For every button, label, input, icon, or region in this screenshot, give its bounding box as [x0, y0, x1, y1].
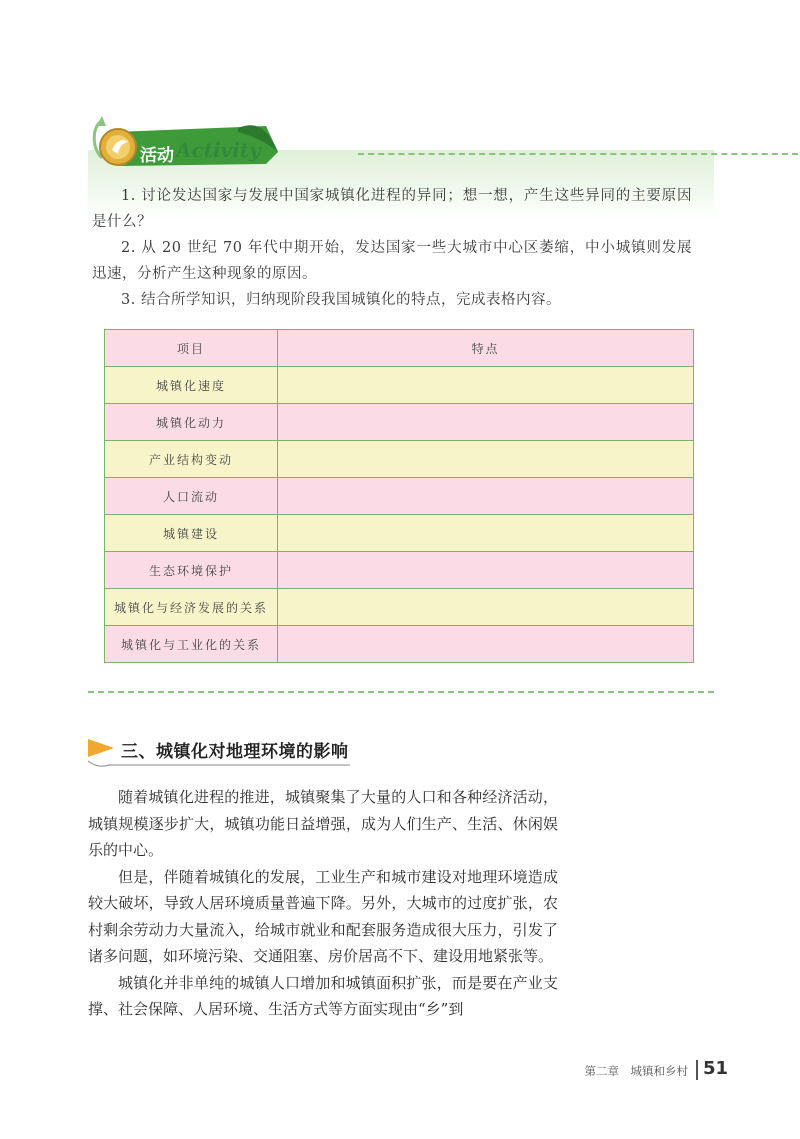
row-item-label: 城镇化动力	[105, 404, 278, 441]
section-heading	[88, 735, 428, 771]
activity-questions	[92, 183, 692, 313]
footer-divider	[696, 1060, 698, 1080]
table-row	[105, 478, 694, 515]
question-1: 1. 讨论发达国家与发展中国家城镇化进程的异同；想一想，产生这些异同的主要原因是什么？	[92, 188, 692, 230]
row-feature-cell	[278, 552, 694, 589]
row-item-label: 城镇化与经济发展的关系	[105, 589, 278, 626]
row-item-label: 城镇建设	[105, 515, 278, 552]
row-item-label: 生态环境保护	[105, 552, 278, 589]
urbanization-feature-table	[104, 329, 694, 663]
row-feature-cell	[278, 404, 694, 441]
table-row	[105, 552, 694, 589]
row-item-label: 城镇化与工业化的关系	[105, 626, 278, 663]
column-header-item: 项目	[105, 330, 278, 367]
triangle-arrow-icon	[88, 739, 114, 757]
activity-header	[88, 112, 714, 172]
row-feature-cell	[278, 478, 694, 515]
row-item-label: 人口流动	[105, 478, 278, 515]
section-underline	[88, 759, 358, 769]
page-footer	[570, 1058, 740, 1082]
activity-label-en: Activity	[176, 138, 261, 162]
table-row	[105, 367, 694, 404]
section-body	[88, 784, 558, 1023]
table-header-row	[105, 330, 694, 367]
row-item-label: 城镇化速度	[105, 367, 278, 404]
page-number: 51	[702, 1058, 728, 1079]
chapter-label: 第二章 城镇和乡村	[584, 1064, 688, 1078]
row-feature-cell	[278, 589, 694, 626]
table-row	[105, 515, 694, 552]
activity-end-divider	[88, 691, 714, 693]
section-title: 三、城镇化对地理环境的影响	[121, 742, 349, 762]
activity-label-cn: 活动	[140, 146, 174, 166]
column-header-feature: 特点	[278, 330, 694, 367]
table-row	[105, 589, 694, 626]
row-feature-cell	[278, 367, 694, 404]
table-row	[105, 441, 694, 478]
table-row	[105, 626, 694, 663]
paragraph: 城镇化并非单纯的城镇人口增加和城镇面积扩张，而是要在产业支撑、社会保障、人居环境、生活方式等方面实现由“乡”到	[88, 973, 558, 1018]
row-feature-cell	[278, 515, 694, 552]
row-feature-cell	[278, 626, 694, 663]
question-2: 2. 从 20 世纪 70 年代中期开始，发达国家一些大城市中心区萎缩，中小城镇则发展迅速，分析产生这种现象的原因。	[92, 240, 692, 282]
table-row	[105, 404, 694, 441]
paragraph: 但是，伴随着城镇化的发展，工业生产和城市建设对地理环境造成较大破坏，导致人居环境质量普遍下降。另外，大城市的过度扩张，农村剩余劳动力大量流入，给城市就业和配套服务造成很大压力，引发了诸多问题，如环境污染、交通阻塞、房价居高不下、建设用地紧张等。	[88, 867, 558, 965]
question-3: 3. 结合所学知识，归纳现阶段我国城镇化的特点，完成表格内容。	[121, 292, 561, 308]
activity-divider	[358, 153, 798, 155]
row-feature-cell	[278, 441, 694, 478]
row-item-label: 产业结构变动	[105, 441, 278, 478]
paragraph: 随着城镇化进程的推进，城镇聚集了大量的人口和各种经济活动，城镇规模逐步扩大，城镇功能日益增强，成为人们生产、生活、休闲娱乐的中心。	[88, 788, 558, 859]
